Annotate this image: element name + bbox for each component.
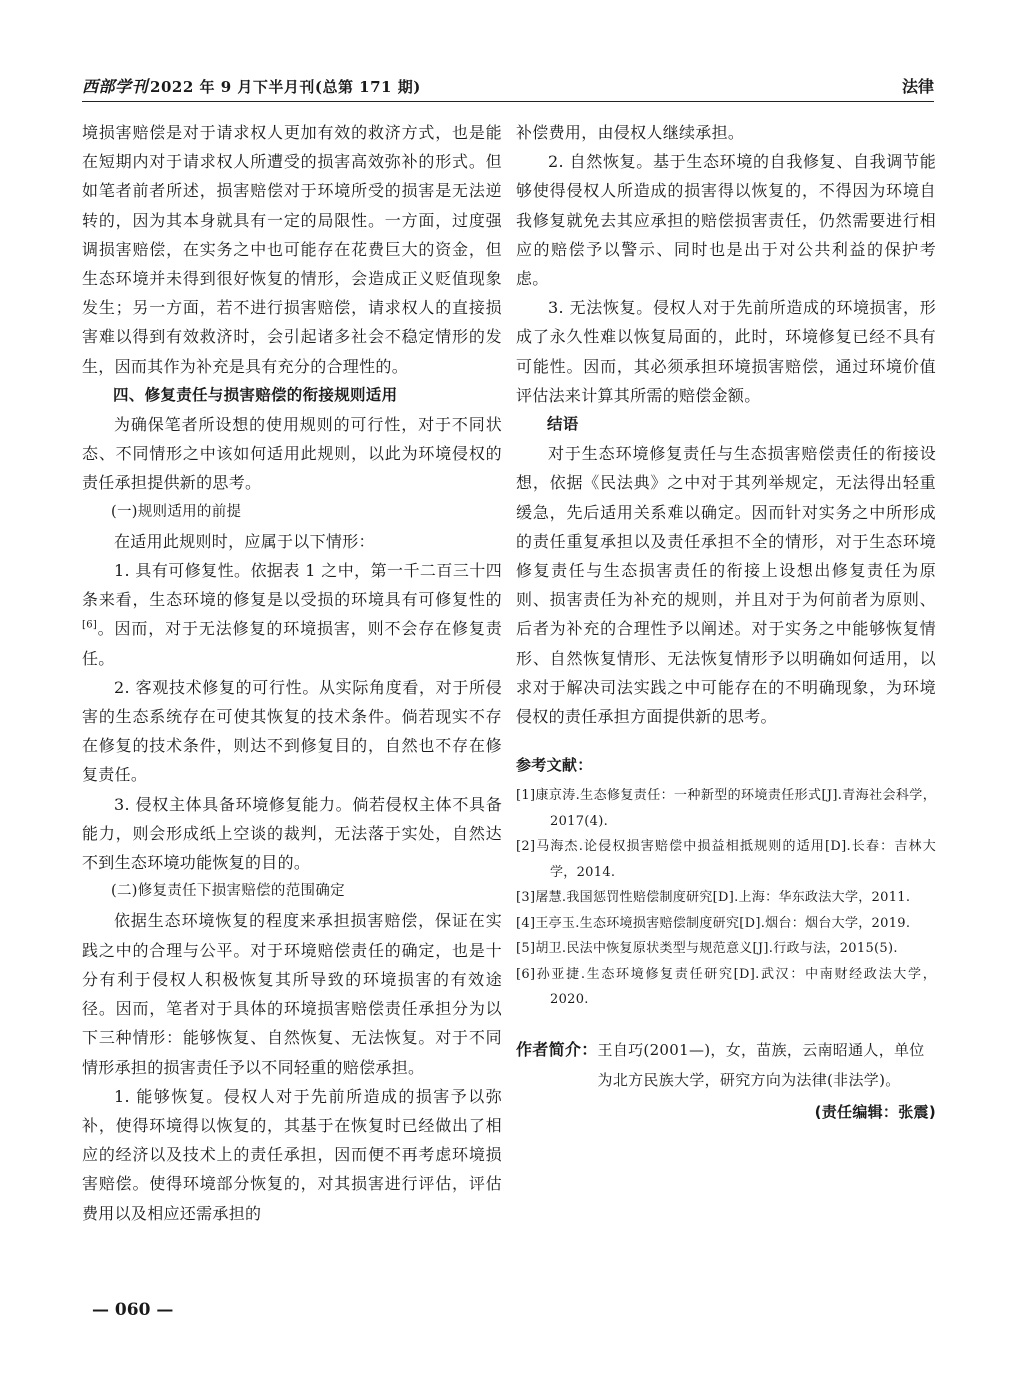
body-paragraph: 在适用此规则时，应属于以下情形：	[114, 531, 375, 551]
reference-item: [5]胡卫.民法中恢复原状类型与规范意义[J].行政与法，2015(5).	[516, 941, 898, 957]
body-paragraph: 3. 侵权主体具备环境修复能力。倘若侵权主体不具备能力，则会形成纸上空谈的裁判，无法落于实处，自然达不到生态环境功能恢复的目的。	[82, 794, 502, 873]
responsible-editor: (责任编辑：张震)	[814, 1102, 936, 1121]
author-bio	[516, 1035, 936, 1095]
body-paragraph: 补偿费用，由侵权人继续承担。	[516, 123, 745, 142]
subsection-heading: (一)规则适用的前提	[111, 503, 242, 520]
reference-item: [6]孙亚捷.生态环境修复责任研究[D].武汉：中南财经政法大学，2020.	[516, 966, 936, 1008]
author-bio-label: 作者简介：	[516, 1039, 598, 1059]
body-paragraph: 境损害赔偿是对于请求权人更加有效的救济方式，也是能在短期内对于请求权人所遭受的损害高效弥补的形式。但如笔者前者所述，损害赔偿对于环境所受的损害是无法逆转的，因为其本身就具有一定的局限性。一方面，过度强调损害赔偿，在实务之中也可能存在花费巨大的资金，但生态环境并未得到很好恢复的情形，会造成正义贬值现象发生；另一方面，若不进行损害赔偿，请求权人的直接损害难以得到有效救济时，会引起诸多社会不稳定情形的发生，因而其作为补充是具有充分的合理性的。	[82, 123, 502, 376]
section-heading: 四、修复责任与损害赔偿的衔接规则适用	[113, 385, 398, 404]
journal-masthead	[82, 74, 421, 97]
body-paragraph: 1. 具有可修复性。依据表 1 之中，第一千二百三十四条来看，生态环境的修复是以受损的环境具有可修复性的[6]。因而，对于无法修复的环境损害，则不会存在修复责任。	[82, 561, 502, 668]
body-paragraph: 2. 客观技术修复的可行性。从实际角度看，对于所侵害的生态系统存在可使其恢复的技术条件。倘若现实不存在修复的技术条件，则达不到修复目的，自然也不存在修复责任。	[82, 677, 502, 785]
references-list	[516, 783, 936, 1013]
header-rule	[82, 101, 934, 102]
reference-item: [3]屠慧.我国惩罚性赔偿制度研究[D].上海：华东政法大学，2011.	[516, 890, 911, 906]
right-column-body	[516, 118, 936, 731]
journal-logo: 西部学刊	[82, 76, 149, 96]
references-title: 参考文献：	[516, 756, 593, 775]
left-column	[82, 118, 502, 1228]
page-number: — 060 —	[92, 1300, 174, 1320]
author-bio-text: 王自巧(2001—)，女，苗族，云南昭通人，单位为北方民族大学，研究方向为法律(非法学)。	[597, 1040, 925, 1089]
issue-info: 2022 年 9 月下半月刊(总第 171 期)	[150, 77, 421, 96]
body-paragraph: 依据生态环境恢复的程度来承担损害赔偿，保证在实践之中的合理与公平。对于环境赔偿责任的确定，也是十分有利于侵权人积极恢复其所导致的环境损害的有效途径。因而，笔者对于具体的环境损害赔偿责任承担分为以下三种情形：能够恢复、自然恢复、无法恢复。对于不同情形承担的损害责任予以不同轻重的赔偿承担。	[82, 911, 502, 1077]
reference-item: [2]马海杰.论侵权损害赔偿中损益相抵规则的适用[D].长春：吉林大学，2014.	[516, 839, 936, 880]
section-tag: 法律	[901, 76, 934, 96]
reference-item: [1]康京涛.生态修复责任：一种新型的环境责任形式[J].青海社会科学，2017(4).	[516, 788, 936, 829]
body-paragraph: 1. 能够恢复。侵权人对于先前所造成的损害予以弥补，使得环境得以恢复的，其基于在恢复时已经做出了相应的经济以及技术上的责任承担，因而便不再考虑环境损害赔偿。使得环境部分恢复的，对其损害进行评估，评估费用以及相应还需承担的	[82, 1086, 502, 1223]
body-paragraph: 3. 无法恢复。侵权人对于先前所造成的环境损害，形成了永久性难以恢复局面的，此时，环境修复已经不具有可能性。因而，其必须承担环境损害赔偿，通过环境价值评估法来计算其所需的赔偿金额。	[516, 298, 936, 405]
reference-item: [4]王亭玉.生态环境损害赔偿制度研究[D].烟台：烟台大学，2019.	[516, 915, 911, 931]
body-paragraph: 对于生态环境修复责任与生态损害赔偿责任的衔接设想，依据《民法典》之中对于其列举规定，无法得出轻重缓急，先后适用关系难以确定。因而针对实务之中所形成的责任重复承担以及责任承担不全的情形，对于生态环境修复责任与生态损害责任的衔接上设想出修复责任为原则、损害责任为补充的规则，并且对于为何前者为原则、后者为补充的合理性予以阐述。对于实务之中能够恢复情形、自然恢复情形、无法恢复情形予以明确如何适用，以求对于解决司法实践之中可能存在的不明确现象，为环境侵权的责任承担方面提供新的思考。	[516, 444, 936, 727]
body-paragraph: 为确保笔者所设想的使用规则的可行性，对于不同状态、不同情形之中该如何适用此规则，以此为环境侵权的责任承担提供新的思考。	[82, 415, 502, 493]
page-header	[82, 72, 934, 98]
right-column	[516, 118, 936, 1125]
body-paragraph: 2. 自然恢复。基于生态环境的自我修复、自我调节能够使得侵权人所造成的损害得以恢复的，不得因为环境自我修复就免去其应承担的赔偿损害责任，仍然需要进行相应的赔偿予以警示、同时也是出于对公共利益的保护考虑。	[516, 152, 936, 289]
section-heading: 结语	[547, 415, 579, 434]
subsection-heading: (二)修复责任下损害赔偿的范围确定	[111, 883, 345, 900]
citation-marker: [6]	[82, 620, 98, 632]
